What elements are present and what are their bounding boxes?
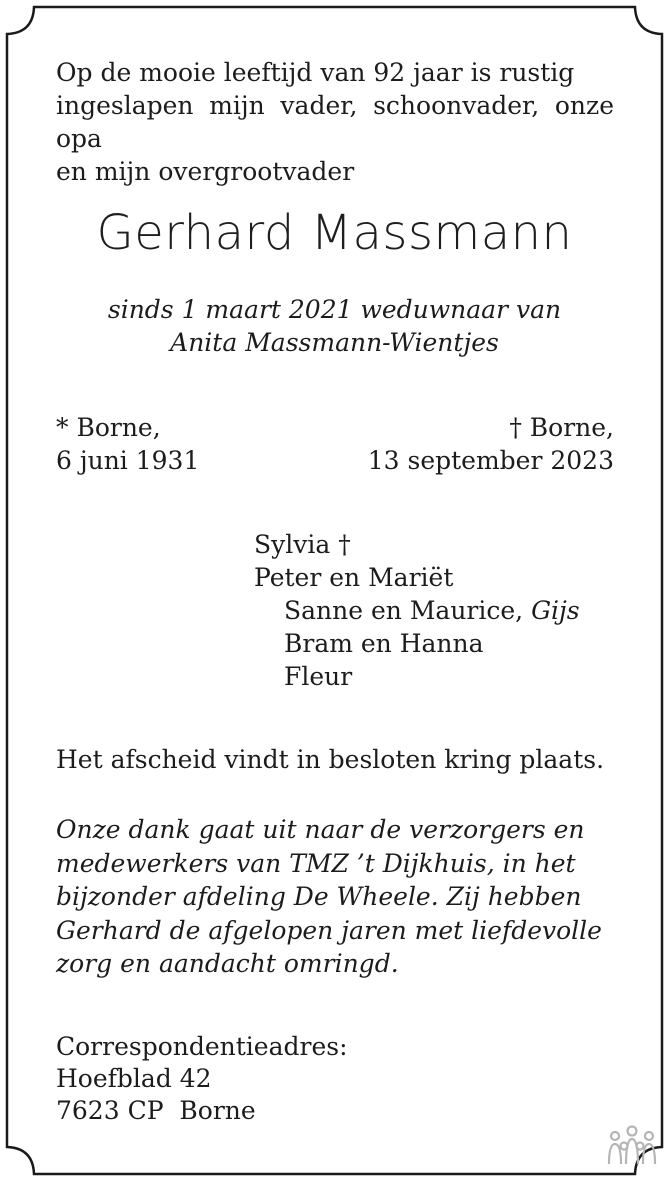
thanks-line: medewerkers van TMZ ’t Dijkhuis, in het bbox=[56, 848, 576, 878]
death-info bbox=[368, 411, 614, 477]
death-place: † Borne, bbox=[509, 413, 614, 442]
birth-info bbox=[56, 411, 199, 477]
birth-date: 6 juni 1931 bbox=[56, 446, 200, 475]
intro-line: Op de mooie leeftijd van 92 jaar is rustig bbox=[56, 58, 575, 87]
family-member: Fleur bbox=[284, 662, 353, 691]
correspondence-address bbox=[56, 1031, 348, 1127]
spouse-name: Anita Massmann-Wientjes bbox=[170, 328, 499, 357]
family-member bbox=[254, 594, 580, 627]
family-member: Sylvia † bbox=[254, 530, 351, 559]
family-member-names: Sanne en Maurice, bbox=[284, 596, 532, 625]
intro-paragraph bbox=[56, 56, 614, 188]
address-city: 7623 CP Borne bbox=[56, 1096, 256, 1125]
deceased-name: Gerhard Massmann bbox=[96, 205, 573, 261]
farewell-note: Het afscheid vindt in besloten kring plaats. bbox=[56, 745, 605, 774]
address-street: Hoefblad 42 bbox=[56, 1064, 212, 1093]
thanks-line: Onze dank gaat uit naar de verzorgers en bbox=[56, 815, 585, 844]
thanks-paragraph bbox=[56, 813, 614, 981]
address-heading: Correspondentieadres: bbox=[56, 1032, 348, 1061]
people-group-icon bbox=[606, 1124, 658, 1168]
family-member: Bram en Hanna bbox=[284, 629, 484, 658]
thanks-line: Gerhard de afgelopen jaren met liefdevolle bbox=[56, 915, 602, 945]
death-date: 13 september 2023 bbox=[367, 446, 614, 475]
great-grandchild-name: Gijs bbox=[531, 596, 580, 625]
family-member: Peter en Mariët bbox=[254, 563, 454, 592]
intro-line: ingeslapen mijn vader, schoonvader, onze opa bbox=[56, 91, 614, 153]
widowed-line: sinds 1 maart 2021 weduwnaar van bbox=[107, 295, 562, 324]
thanks-line: zorg en aandacht omringd. bbox=[56, 949, 399, 978]
thanks-line: bijzonder afdeling De Wheele. Zij hebben bbox=[56, 882, 582, 911]
intro-line: en mijn overgrootvader bbox=[56, 157, 355, 186]
family-list bbox=[254, 528, 580, 693]
widowed-note bbox=[0, 293, 669, 359]
birth-place: * Borne, bbox=[56, 413, 161, 442]
